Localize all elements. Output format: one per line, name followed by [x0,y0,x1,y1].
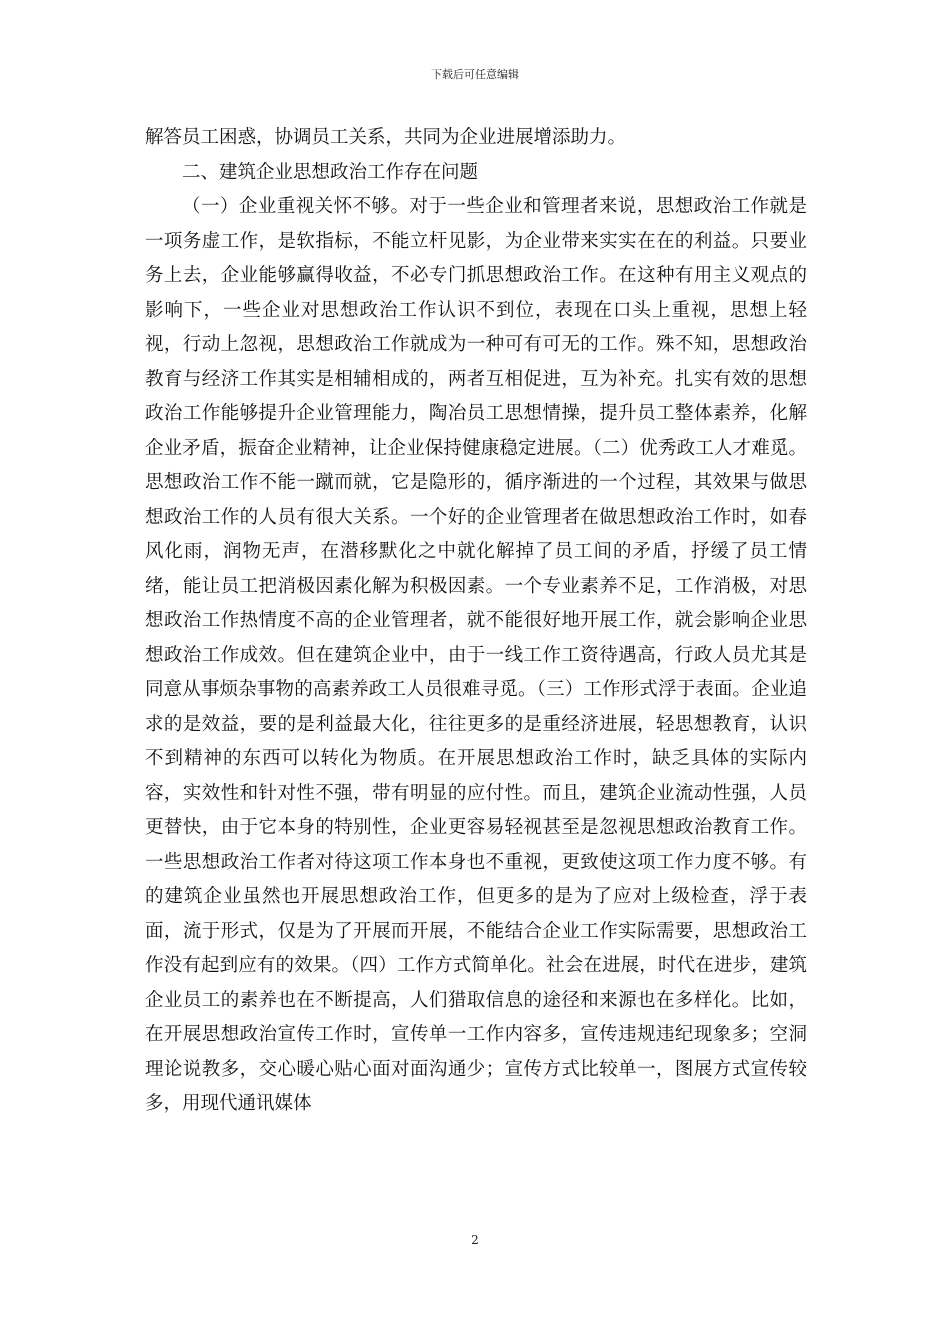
paragraph-continuation: 解答员工困惑，协调员工关系，共同为企业进展增添助力。 [145,127,627,148]
paragraph-problems: （一）企业重视关怀不够。对于一些企业和管理者来说，思想政治工作就是一项务虚工作，是软指标，不能立杆见影，为企业带来实实在在的利益。只要业务上去，企业能够赢得收益，不必专门抓思想政治工作。在这种有用主义观点的影响下，一些企业对思想政治工作认识不到位，表现在口头上重视，思想上轻视，行动上忽视，思想政治工作就成为一种可有可无的工作。殊不知，思想政治教育与经济工作其实是相辅相成的，两者互相促进，互为补充。扎实有效的思想政治工作能够提升企业管理能力，陶冶员工思想情操，提升员工整体素养，化解企业矛盾，振奋企业精神，让企业保持健康稳定进展。（二）优秀政工人才难觅。思想政治工作不能一蹴而就，它是隐形的，循序渐进的一个过程，其效果与做思想政治工作的人员有很大关系。一个好的企业管理者在做思想政治工作时，如春风化雨，润物无声，在潜移默化之中就化解掉了员工间的矛盾，抒缓了员工情绪，能让员工把消极因素化解为积极因素。一个专业素养不足，工作消极，对思想政治工作热情度不高的企业管理者，就不能很好地开展工作，就会影响企业思想政治工作成效。但在建筑企业中，由于一线工作工资待遇高，行政人员尤其是同意从事烦杂事物的高素养政工人员很难寻觅。（三）工作形式浮于表面。企业追求的是效益，要的是利益最大化，往往更多的是重经济进展，轻思想教育，认识不到精神的东西可以转化为物质。在开展思想政治工作时，缺乏具体的实际内容，实效性和针对性不强，带有明显的应付性。而且，建筑企业流动性强，人员更替快，由于它本身的特别性，企业更容易轻视甚至是忽视思想政治教育工作。一些思想政治工作者对待这项工作本身也不重视，更致使这项工作力度不够。有的建筑企业虽然也开展思想政治工作，但更多的是为了应对上级检查，浮于表面，流于形式，仅是为了开展而开展，不能结合企业工作实际需要，思想政治工作没有起到应有的效果。（四）工作方式简单化。社会在进展，时代在进步，建筑企业员工的素养也在不断提高，人们猎取信息的途径和来源也在多样化。比如，在开展思想政治宣传工作时，宣传单一工作内容多，宣传违规违纪现象多；空洞理论说教多，交心暖心贴心面对面沟通少；宣传方式比较单一，图展方式宣传较多，用现代通讯媒体 [145,196,807,1114]
document-body [145,121,807,1122]
page-number: 2 [471,1233,479,1247]
section-heading: 二、建筑企业思想政治工作存在问题 [182,161,479,183]
page-header: 下载后可任意编辑 [431,68,519,81]
